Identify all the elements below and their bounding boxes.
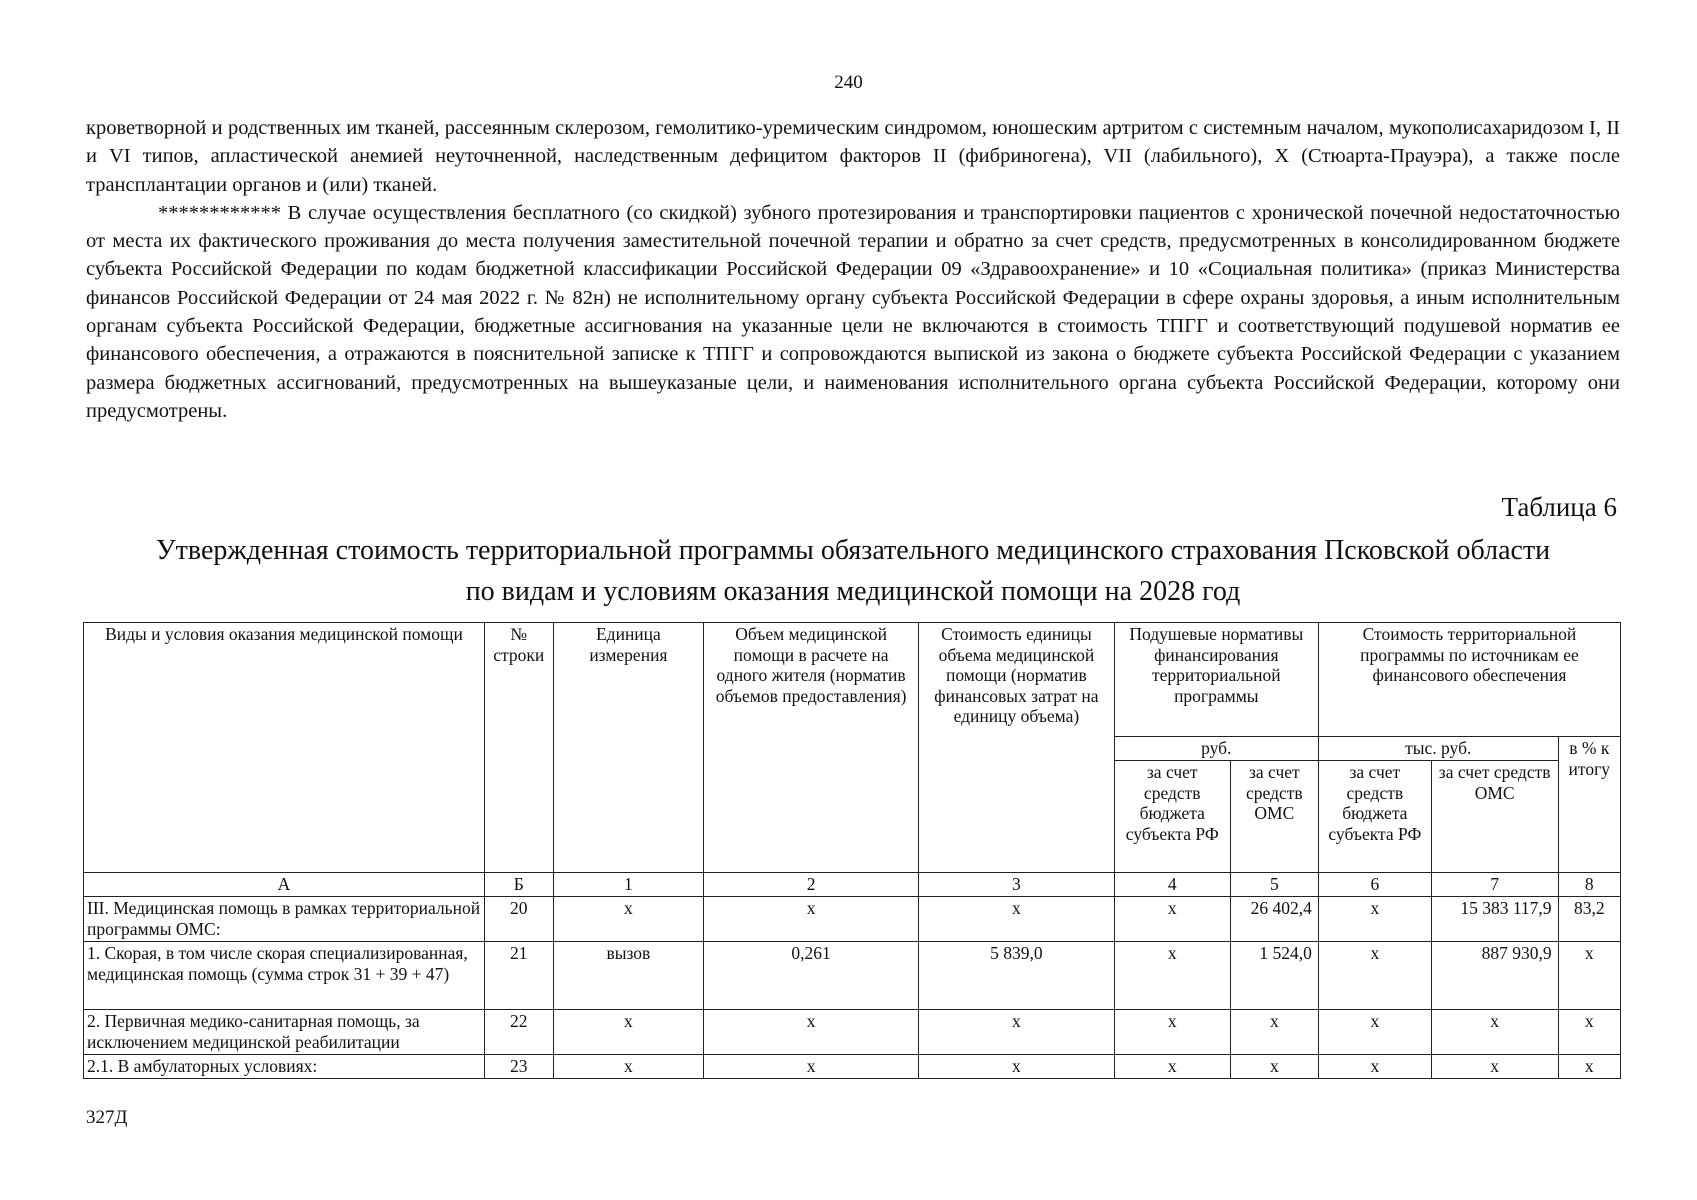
table-title-line-1: Утвержденная стоимость территориальной программы обязательного медицинского страхования Псковской области bbox=[155, 535, 1551, 566]
row-total-budget: х bbox=[1318, 1055, 1431, 1079]
row-pct: 83,2 bbox=[1558, 897, 1620, 942]
header-row-number: № строки bbox=[484, 623, 553, 873]
page-number: 240 bbox=[834, 72, 863, 93]
row-unit: вызов bbox=[553, 942, 703, 1010]
row-unit: х bbox=[553, 1055, 703, 1079]
row-number: 20 bbox=[484, 897, 553, 942]
header-budget-rf: за счет средств бюджета субъекта РФ bbox=[1114, 761, 1230, 873]
cost-table bbox=[83, 622, 1621, 1079]
body-text bbox=[86, 114, 1620, 425]
row-cost: х bbox=[919, 1055, 1115, 1079]
index-cell: 5 bbox=[1230, 873, 1318, 897]
row-per-budget: х bbox=[1114, 1010, 1230, 1055]
header-rub: руб. bbox=[1114, 737, 1318, 761]
row-name: III. Медицинская помощь в рамках территориальной программы ОМС: bbox=[84, 897, 485, 942]
row-pct: х bbox=[1558, 1055, 1620, 1079]
row-volume: х bbox=[704, 897, 919, 942]
table-row bbox=[84, 942, 1621, 1010]
row-pct: х bbox=[1558, 942, 1620, 1010]
header-budget-rf-total: за счет средств бюджета субъекта РФ bbox=[1318, 761, 1431, 873]
row-name: 1. Скорая, в том числе скорая специализированная, медицинская помощь (сумма строк 31 + 39 + 47) bbox=[84, 942, 485, 1010]
row-total-oms: 15 383 117,9 bbox=[1431, 897, 1558, 942]
table-title bbox=[86, 530, 1620, 612]
index-cell: 2 bbox=[704, 873, 919, 897]
row-number: 23 bbox=[484, 1055, 553, 1079]
header-oms: за счет средств ОМС bbox=[1230, 761, 1318, 873]
row-cost: х bbox=[919, 897, 1115, 942]
row-cost: х bbox=[919, 1010, 1115, 1055]
row-total-budget: х bbox=[1318, 942, 1431, 1010]
table-row bbox=[84, 1010, 1621, 1055]
row-total-budget: х bbox=[1318, 897, 1431, 942]
row-volume: 0,261 bbox=[704, 942, 919, 1010]
paragraph-footnote: ************ В случае осуществления бесплатного (со скидкой) зубного протезирования и транспортировки пациентов с хронической почечной недостаточностью от места их фактического проживания до места получения заместительной почечной терапии и обратно за счет средств, предусмотренных в консолидированном бюджете субъекта Российской Федерации по кодам бюджетной классификации Российской Федерации 09 «Здравоохранение» и 10 «Социальная политика» (приказ Министерства финансов Российской Федерации от 24 мая 2022 г. № 82н) не исполнительному органу субъекта Российской Федерации в сфере охраны здоровья, а иным исполнительным органам субъекта Российской Федерации, бюджетные ассигнования на указанные цели не включаются в стоимость ТПГГ и соответствующий подушевой норматив ее финансового обеспечения, а отражаются в пояснительной записке к ТПГГ и сопровождаются выпиской из закона о бюджете субъекта Российской Федерации с указанием размера бюджетных ассигнований, предусмотренных на вышеуказаные цели, и наименования исполнительного органа субъекта Российской Федерации, которому они предусмотрены. bbox=[86, 201, 1620, 422]
row-unit: х bbox=[553, 1010, 703, 1055]
index-row bbox=[84, 873, 1621, 897]
header-per-capita: Подушевые нормативы финансирования территориальной программы bbox=[1114, 623, 1318, 737]
index-cell: А bbox=[84, 873, 485, 897]
header-unit-cost: Стоимость единицы объема медицинской помощи (норматив финансовых затрат на единицу объема) bbox=[919, 623, 1115, 873]
header-pct-total: в % к итогу bbox=[1558, 737, 1620, 873]
row-total-oms: 887 930,9 bbox=[1431, 942, 1558, 1010]
index-cell: 7 bbox=[1431, 873, 1558, 897]
header-care-type: Виды и условия оказания медицинской помощи bbox=[84, 623, 485, 873]
header-program-cost: Стоимость территориальной программы по источникам ее финансового обеспечения bbox=[1318, 623, 1620, 737]
row-volume: х bbox=[704, 1055, 919, 1079]
row-total-oms: х bbox=[1431, 1010, 1558, 1055]
index-cell: 1 bbox=[553, 873, 703, 897]
row-number: 22 bbox=[484, 1010, 553, 1055]
row-per-oms: 26 402,4 bbox=[1230, 897, 1318, 942]
row-per-budget: х bbox=[1114, 942, 1230, 1010]
header-thous-rub: тыс. руб. bbox=[1318, 737, 1558, 761]
index-cell: 8 bbox=[1558, 873, 1620, 897]
row-per-budget: х bbox=[1114, 1055, 1230, 1079]
index-cell: 6 bbox=[1318, 873, 1431, 897]
paragraph-continuation: кроветворной и родственных им тканей, рассеянным склерозом, гемолитико-уремическим синдромом, юношеским артритом с системным началом, мукополисахаридозом I, II и VI типов, апластической анемией неуточненной, наследственным дефицитом факторов II (фибриногена), VII (лабильного), X (Стюарта-Прауэра), а также после трансплантации органов и (или) тканей. bbox=[86, 117, 1620, 196]
row-per-budget: х bbox=[1114, 897, 1230, 942]
row-volume: х bbox=[704, 1010, 919, 1055]
index-cell: 4 bbox=[1114, 873, 1230, 897]
row-per-oms: х bbox=[1230, 1055, 1318, 1079]
table-label: Таблица 6 bbox=[1501, 492, 1617, 522]
row-unit: х bbox=[553, 897, 703, 942]
header-unit: Единица измерения bbox=[553, 623, 703, 873]
table-row bbox=[84, 1055, 1621, 1079]
row-cost: 5 839,0 bbox=[919, 942, 1115, 1010]
row-total-budget: х bbox=[1318, 1010, 1431, 1055]
header-oms-total: за счет средств ОМС bbox=[1431, 761, 1558, 873]
header-volume: Объем медицинской помощи в расчете на одного жителя (норматив объемов предоставления) bbox=[704, 623, 919, 873]
table-row bbox=[84, 897, 1621, 942]
row-number: 21 bbox=[484, 942, 553, 1010]
row-per-oms: 1 524,0 bbox=[1230, 942, 1318, 1010]
row-pct: х bbox=[1558, 1010, 1620, 1055]
index-cell: 3 bbox=[919, 873, 1115, 897]
document-code: 327Д bbox=[86, 1107, 128, 1128]
table-title-line-2: по видам и условиям оказания медицинской помощи на 2028 год bbox=[465, 576, 1241, 607]
row-total-oms: х bbox=[1431, 1055, 1558, 1079]
index-cell: Б bbox=[484, 873, 553, 897]
row-name: 2. Первичная медико-санитарная помощь, за исключением медицинской реабилитации bbox=[84, 1010, 485, 1055]
row-per-oms: х bbox=[1230, 1010, 1318, 1055]
row-name: 2.1. В амбулаторных условиях: bbox=[84, 1055, 485, 1079]
